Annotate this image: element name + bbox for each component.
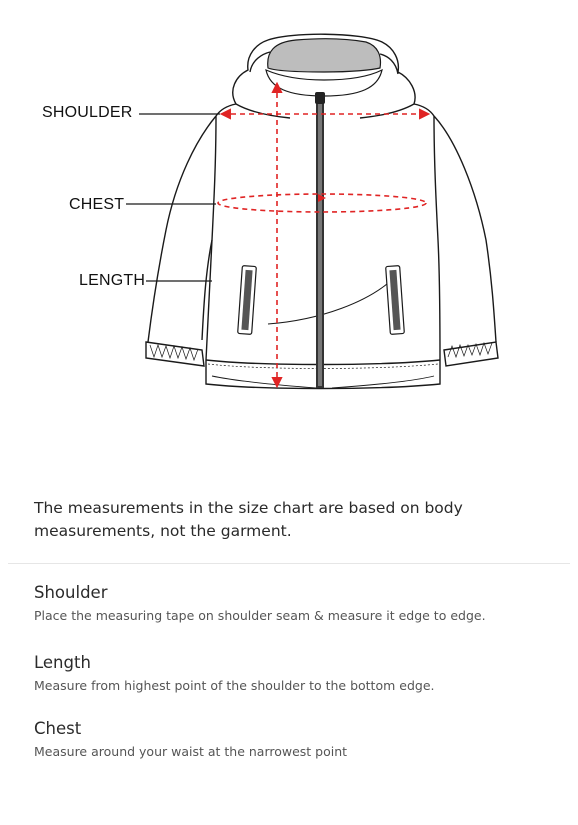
measurement-note: The measurements in the size chart are based on body measurements, not the garment. xyxy=(34,499,463,540)
right-pocket xyxy=(386,266,405,335)
section-divider xyxy=(8,563,570,564)
shoulder-callout-label: SHOULDER xyxy=(42,104,133,121)
chest-callout-label: CHEST xyxy=(69,196,125,213)
callout-leaders xyxy=(126,114,220,281)
hood-opening xyxy=(266,70,382,96)
guide-description: Measure from highest point of the shoulder to the bottom edge. xyxy=(34,678,435,693)
guide-item-length xyxy=(34,653,554,693)
guide-description: Measure around your waist at the narrowest point xyxy=(34,744,348,759)
guide-title: Shoulder xyxy=(34,583,108,602)
guide-title: Length xyxy=(34,653,91,672)
guide-title: Chest xyxy=(34,719,82,738)
hood-lining xyxy=(268,39,381,72)
zipper xyxy=(315,92,325,388)
guide-item-shoulder xyxy=(34,583,554,623)
length-callout-label: LENGTH xyxy=(79,272,146,289)
left-pocket xyxy=(238,266,257,335)
guide-description: Place the measuring tape on shoulder seam & measure it edge to edge. xyxy=(34,608,486,623)
guide-item-chest xyxy=(34,719,554,759)
